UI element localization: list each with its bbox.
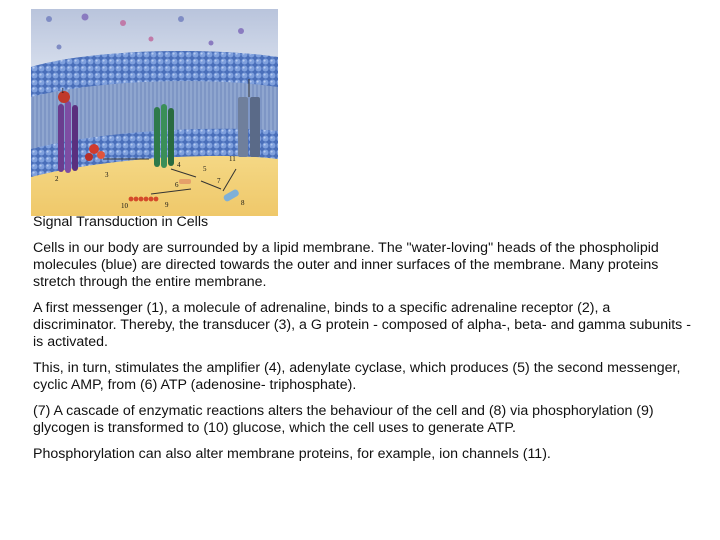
- paragraph-amplifier: This, in turn, stimulates the amplifier (4), adenylate cyclase, which produces (5) the second messenger, cyclic AMP, from (6) ATP (adenosine- triphosphate).: [33, 360, 681, 393]
- figure-label: 5: [203, 165, 207, 173]
- paragraph-membrane: Cells in our body are surrounded by a lipid membrane. The "water-loving" heads of the phospholipid molecules (blue) are directed towards the outer and inner surfaces of the membrane. Many proteins stretch through the entire membrane.: [33, 240, 659, 290]
- paragraph-cascade: (7) A cascade of enzymatic reactions alters the behaviour of the cell and (8) via phosphorylation (9) glycogen is transformed to (10) glucose, which the cell uses to generate ATP.: [33, 403, 654, 436]
- adrenaline-molecule: [178, 16, 184, 22]
- adrenaline-molecule: [149, 37, 154, 42]
- atp-molecule: [179, 179, 191, 184]
- paragraph-phosphorylation: Phosphorylation can also alter membrane proteins, for example, ion channels (11).: [33, 446, 551, 462]
- figure-label: 2: [55, 175, 59, 183]
- adrenaline-molecule: [57, 45, 62, 50]
- figure-label: 11: [229, 155, 236, 163]
- figure-label: 6: [175, 181, 179, 189]
- text-block: [33, 214, 693, 472]
- figure-label: 3: [105, 171, 109, 179]
- figure-label: 9: [165, 201, 169, 209]
- figure-label: 8: [241, 199, 245, 207]
- signal-transduction-figure: [31, 9, 278, 216]
- adrenaline-molecule: [238, 28, 244, 34]
- adrenaline-molecule: [120, 20, 126, 26]
- adrenaline-molecule: [82, 14, 89, 21]
- adrenaline-molecule: [209, 41, 214, 46]
- figure-label: 1: [61, 87, 65, 95]
- adrenaline-molecule: [46, 16, 52, 22]
- figure-label: 10: [121, 202, 128, 210]
- figure-label: 4: [177, 161, 181, 169]
- figure-label: 7: [217, 177, 221, 185]
- adenylate-cyclase: [154, 104, 174, 168]
- figure-caption: Signal Transduction in Cells: [33, 214, 209, 230]
- paragraph-first-messenger: A first messenger (1), a molecule of adrenaline, binds to a specific adrenaline receptor (2), a discriminator. Thereby, the transducer (3), a G protein - composed of alpha-, beta- and gamma subunits - is activated.: [33, 300, 691, 350]
